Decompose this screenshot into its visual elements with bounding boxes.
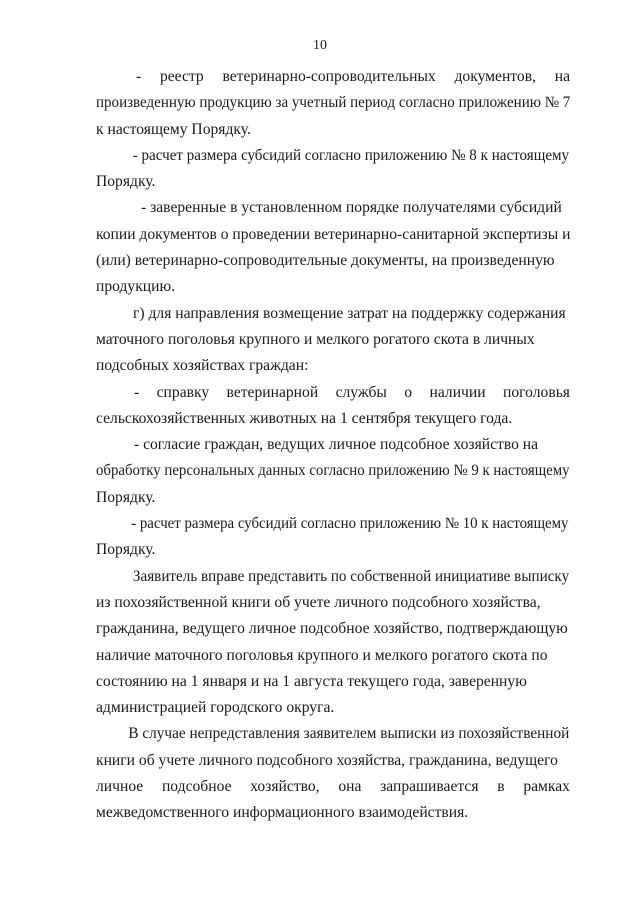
text-line	[96, 64, 570, 90]
text-line: г) для направления возмещение затрат на поддержку содержания	[133, 304, 566, 322]
paragraph-item-g	[96, 301, 570, 380]
text-line: (или) ветеринарно-сопроводительные документы, на произведенную	[96, 252, 555, 270]
word: службы	[335, 383, 387, 401]
paragraph-subsidy-calc-10	[96, 511, 570, 564]
paragraph-subsidy-calc-8	[96, 143, 570, 196]
text-line: Порядку.	[96, 541, 156, 559]
text-line: наличие маточного поголовья крупного и мелкого рогатого скота по	[96, 646, 548, 664]
text-line: гражданина, ведущего личное подсобное хозяйство, подтверждающую	[96, 620, 568, 638]
word: подсобное	[161, 778, 232, 796]
text-line: состоянию на 1 января и на 1 августа текущего года, заверенную	[96, 672, 527, 690]
text-line: обработку персональных данных согласно приложению № 9 к настоящему	[96, 462, 570, 480]
word: о	[404, 383, 413, 401]
text-line: администрацией городского округа.	[96, 699, 335, 717]
text-line: В случае непредставления заявителем выписки из похозяйственной	[128, 725, 570, 743]
text-line: к настоящему Порядку.	[96, 120, 251, 138]
word: наличии	[429, 383, 486, 401]
paragraph-certified-copies	[96, 195, 570, 300]
text-line: - согласие граждан, ведущих личное подсобное хозяйство на	[134, 436, 539, 454]
word: реестр	[159, 68, 204, 85]
text-line	[96, 380, 570, 406]
paragraph-applicant-right	[96, 564, 570, 722]
word: справку	[156, 383, 210, 401]
paragraph-vet-registry	[96, 64, 570, 143]
page-number: 10	[313, 38, 327, 53]
word: -	[134, 383, 140, 401]
text-line: продукцию.	[96, 278, 176, 296]
text-line: Порядку.	[96, 173, 156, 191]
word: -	[136, 68, 142, 85]
text-line: из похозяйственной книги об учете личного подсобного хозяйства,	[96, 593, 541, 611]
word: поголовья	[503, 383, 570, 401]
word: рамках	[523, 778, 570, 796]
text-line: - расчет размера субсидий согласно приложению № 8 к настоящему	[132, 146, 570, 164]
word: ветеринарно-сопроводительных	[222, 68, 436, 85]
text-line: Заявитель вправе представить по собственной инициативе выписку	[132, 567, 570, 585]
word: личное	[96, 778, 144, 796]
paragraph-vet-certificate	[96, 380, 570, 433]
text-line: книги об учете личного подсобного хозяйства, гражданина, ведущего	[96, 751, 558, 769]
text-line	[96, 774, 570, 800]
text-line: - заверенные в установленном порядке получателями субсидий	[141, 199, 562, 217]
text-line: подсобных хозяйствах граждан:	[96, 357, 309, 375]
word: хозяйство,	[250, 778, 320, 796]
text-line: сельскохозяйственных животных на 1 сентября текущего года.	[96, 409, 513, 427]
word: запрашивается	[380, 778, 479, 796]
word: документов,	[454, 68, 536, 85]
paragraph-interagency-request	[96, 721, 570, 826]
text-line: Порядку.	[96, 488, 156, 506]
text-line: - расчет размера субсидий согласно приложению № 10 к настоящему	[131, 515, 569, 533]
text-line: произведенную продукцию за учетный период согласно приложению № 7	[96, 94, 571, 112]
document-body	[96, 64, 570, 827]
text-line: копии документов о проведении ветеринарно-санитарной экспертизы и	[96, 225, 571, 243]
paragraph-citizen-consent	[96, 432, 570, 511]
word: на	[554, 68, 570, 85]
word: в	[497, 778, 505, 796]
text-line: маточного поголовья крупного и мелкого рогатого скота в личных	[96, 330, 535, 348]
word: ветеринарной	[226, 383, 319, 401]
text-line: межведомственного информационного взаимодействия.	[96, 804, 469, 822]
word: она	[338, 778, 362, 796]
